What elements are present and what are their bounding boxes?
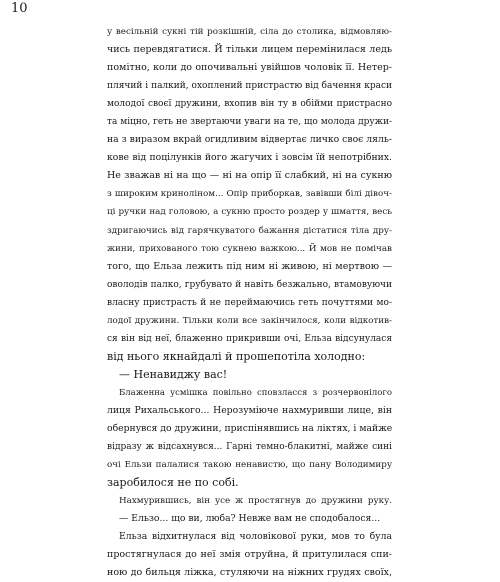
text-line: заробилося не по собі.: [107, 476, 239, 490]
text-line: кове від поцілунків його жагучих і зовсім їй непотрібних.: [107, 152, 392, 164]
text-line: жини, прихованого тою сукнею важкою... Й мов не помічав: [107, 243, 392, 254]
text-line: Ельза відхитнулася від чоловікової руки, мов то була: [119, 531, 392, 543]
text-line: простягнулася до неї змія отруйна, й притулилася спи-: [107, 549, 392, 561]
text-line: на з виразом вкрай огидливим відвертає личко своє ляль-: [107, 134, 393, 146]
text-line: Блаженна усмішка повільно сповзласся з розчервонілого: [119, 387, 392, 398]
body-text: [107, 23, 392, 582]
text-line: плячий і палкий, охоплений пристрастю від бачення краси: [107, 81, 392, 92]
text-line: ці ручки над головою, а сукню просто роздер у шмаття, весь: [107, 207, 392, 218]
text-line: обернувся до дружини, приспінявшись на ліктях, і майже: [107, 423, 393, 435]
text-line: відразу ж відсахнувся... Гарні темно-блакитні, майже сині: [107, 442, 392, 453]
text-line: — Ненавиджу вас!: [119, 367, 228, 381]
text-line: здригаючись від гарячкуватого бажання дістатися тіла дру-: [107, 225, 392, 236]
text-line: Не зважав ні на що — ні на опір її слабкий, ні на сукню: [107, 170, 392, 182]
text-line: — Ельзо... що ви, люба? Невже вам не сподобалося...: [119, 513, 381, 525]
text-line: у весільній сукні тій розкішній, сіла до столика, відмовляю-: [107, 27, 392, 37]
text-line: помітно, коли до опочивальні увійшов чоловік її. Нетер-: [107, 62, 392, 74]
text-line: власну пристрасть й не переймаючись геть почуттями мо-: [107, 297, 392, 308]
text-line: ся він від неї, блаженно прикривши очі, Ельза відсунулася: [107, 333, 392, 344]
text-line: Нахмурившись, він усе ж простягнув до дружини руку.: [119, 496, 392, 507]
text-line: молодої своєї дружини, вхопив він ту в обійми пристрасно: [107, 99, 392, 110]
text-line: очі Ельзи палалися такою ненавистю, що пану Володимиру: [107, 460, 392, 471]
text-line: та міцно, геть не звертаючи уваги на те, що молода дружи-: [107, 117, 392, 128]
text-line: лодої дружини. Тільки коли все закінчилося, коли відкотив-: [107, 315, 392, 326]
text-line: ною до бильця ліжка, стуляючи на ніжних грудях своїх,: [107, 567, 392, 579]
text-line: з широким криноліном... Опір приборкав, завівши білі дівоч-: [107, 189, 392, 200]
text-line: лиця Рихальського... Нерозуміюче нахмуривши лице, він: [107, 404, 392, 416]
text-line: чись перевдягатися. Й тільки лицем перемінилася ледь: [107, 44, 392, 56]
text-line: від нього якнайдалі й прошепотіла холодно:: [107, 349, 366, 363]
page-number: 10: [11, 1, 28, 16]
text-line: того, що Ельза лежить під ним ні живою, ні мертвою —: [107, 260, 392, 272]
text-line: оволодів палко, грубувато й навіть безжально, втамовуючи: [107, 279, 392, 290]
